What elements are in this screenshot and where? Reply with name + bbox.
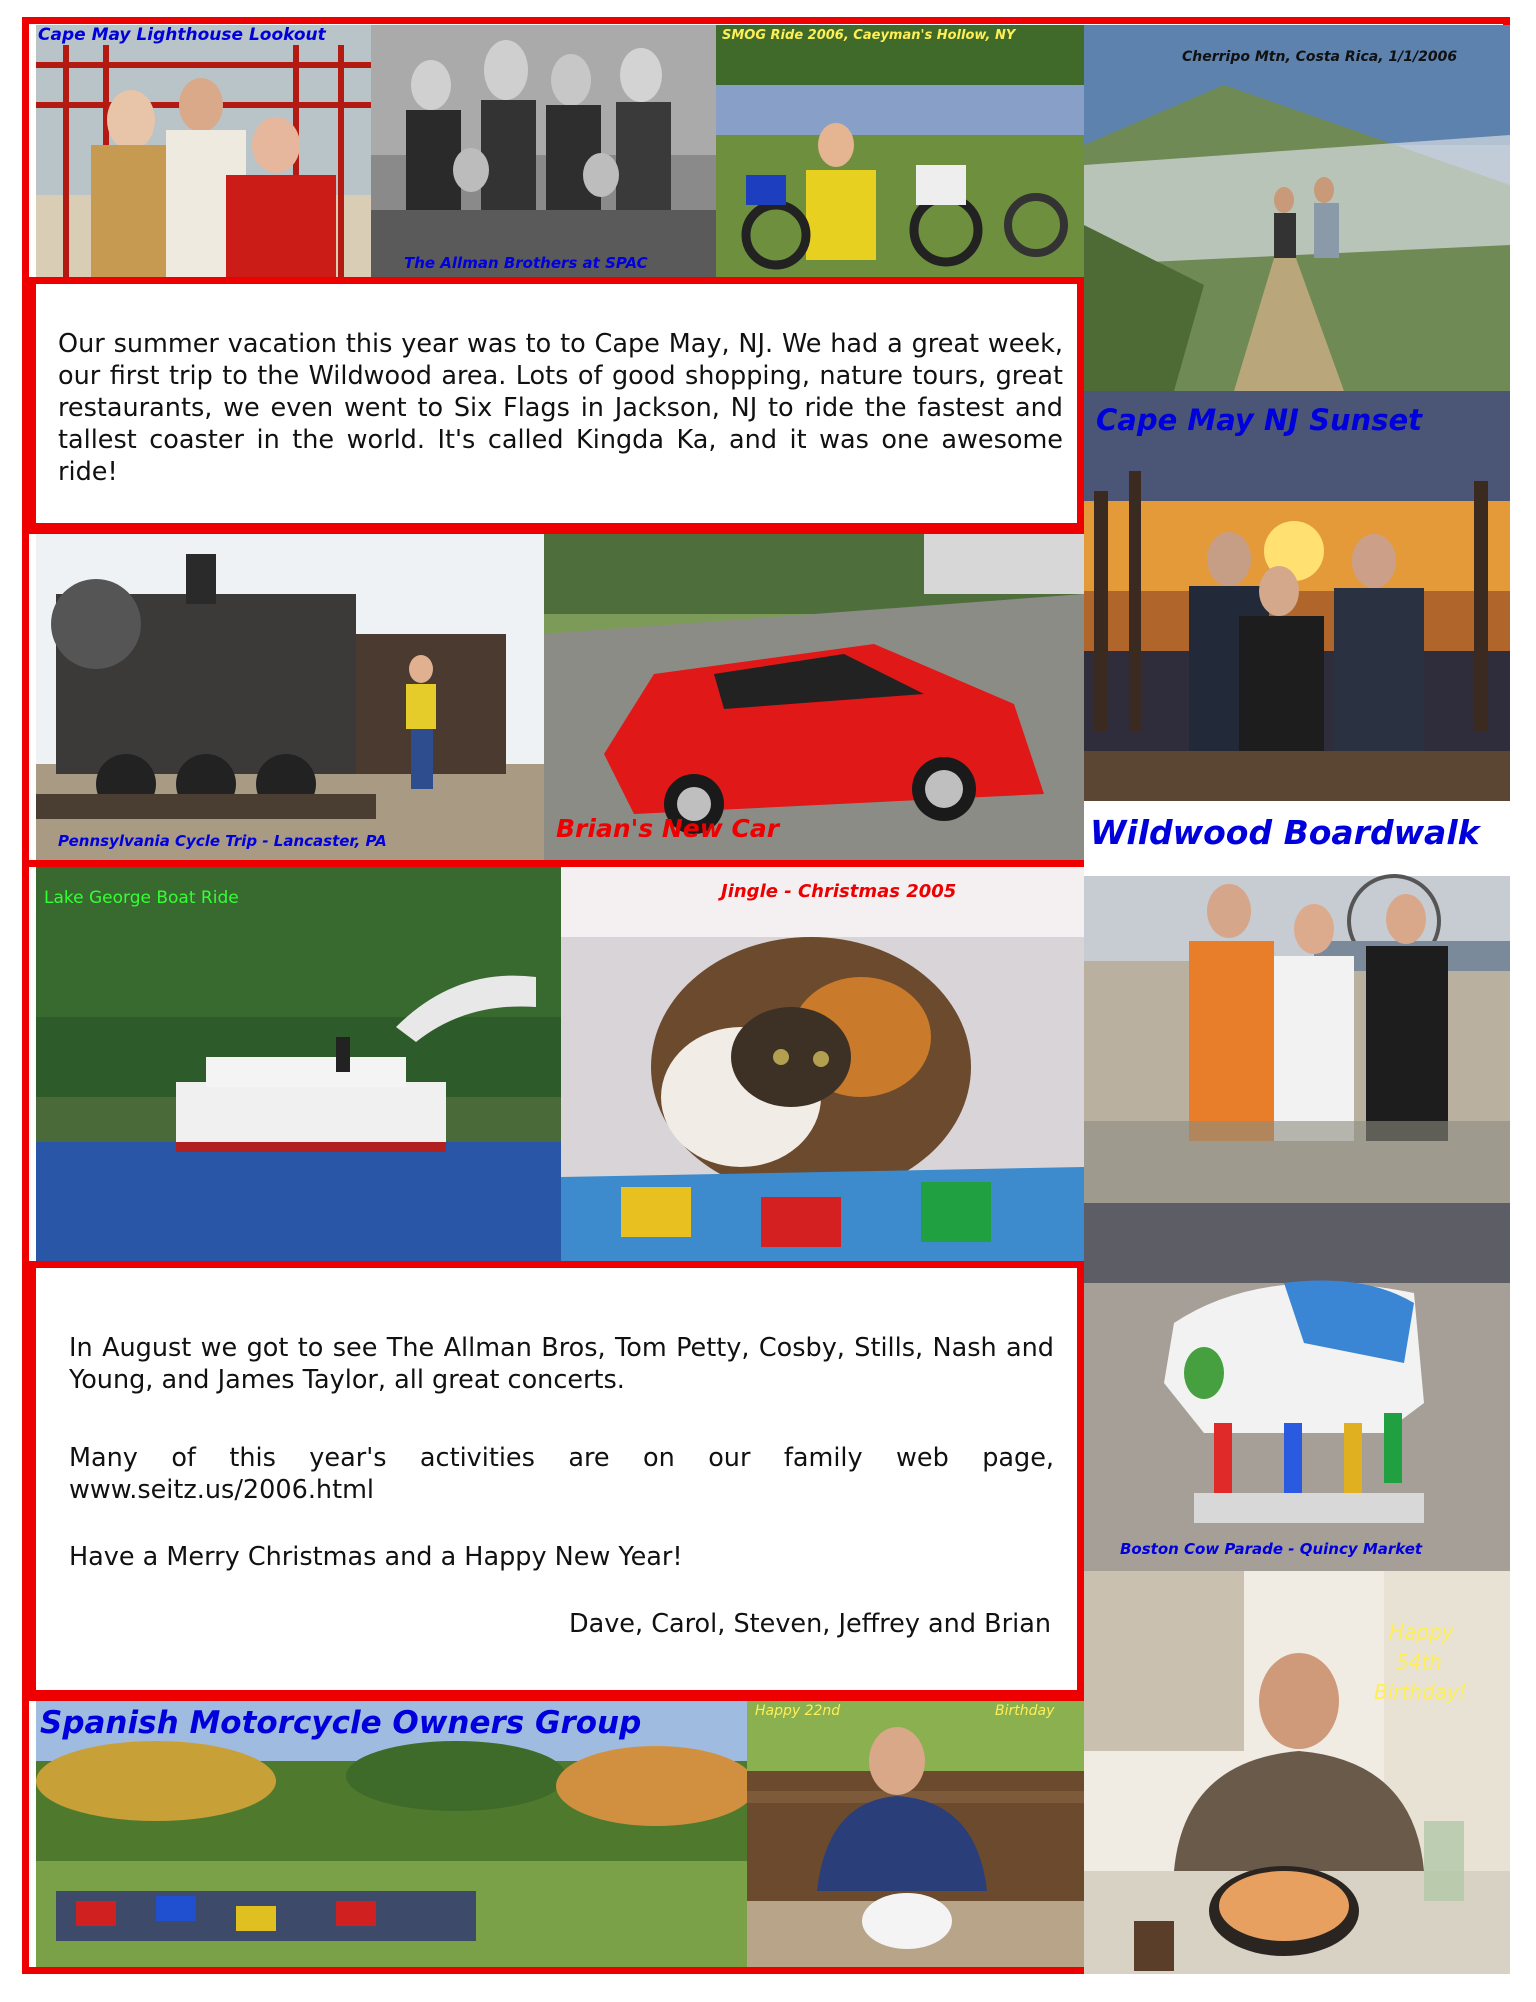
photo-lighthouse <box>36 25 371 277</box>
letter-paragraph-3: Have a Merry Christmas and a Happy New Year! <box>69 1542 683 1572</box>
photo-sunset <box>1084 391 1510 801</box>
photo-smog-ride <box>716 25 1084 277</box>
birthday54-caption-2: 54th <box>1396 1650 1442 1674</box>
photo-costa-rica <box>1084 25 1510 391</box>
divider <box>29 860 1084 867</box>
photo-cow <box>1084 1203 1510 1571</box>
summer-paragraph: Our summer vacation this year was to to Cape May, NJ. We had a great week, our first trip to the Wildwood area. Lots of good shopping, nature tours, great restaurants, we even went to Six Flags in Jackson, NJ to ride the fastest and tallest coaster in the world. It's called Kingda Ka, and it was one awesome ride! <box>58 329 1063 487</box>
birthday54-caption-3: Birthday! <box>1374 1680 1467 1704</box>
lighthouse-caption: Cape May Lighthouse Lookout <box>38 25 326 45</box>
boat-caption: Lake George Boat Ride <box>44 888 239 908</box>
photo-train <box>36 534 544 860</box>
photo-boardwalk <box>1084 801 1510 1203</box>
letter-paragraph-1: In August we got to see The Allman Bros, Tom Petty, Cosby, Stills, Nash and Young, and James Taylor, all great concerts. <box>69 1333 1054 1395</box>
birthday22-caption-right: Birthday <box>995 1703 1055 1719</box>
train-caption: Pennsylvania Cycle Trip - Lancaster, PA <box>58 832 387 850</box>
allman-caption: The Allman Brothers at SPAC <box>404 254 648 272</box>
photo-cat <box>561 867 1084 1261</box>
boardwalk-caption: Wildwood Boardwalk <box>1090 813 1480 852</box>
motorcycle-group-caption: Spanish Motorcycle Owners Group <box>40 1705 642 1741</box>
birthday54-caption-1: Happy <box>1389 1620 1454 1644</box>
letter-paragraph-2: Many of this year's activities are on our family web page, www.seitz.us/2006.html <box>69 1443 1054 1505</box>
photo-boat <box>36 867 561 1261</box>
cat-caption: Jingle - Christmas 2005 <box>721 881 957 902</box>
photo-birthday-54 <box>1084 1571 1510 1974</box>
smog-caption: SMOG Ride 2006, Caeyman's Hollow, NY <box>722 28 1016 43</box>
photo-motorcycle-group <box>36 1701 747 1967</box>
car-caption: Brian's New Car <box>556 814 780 843</box>
photo-allman-brothers <box>371 25 716 277</box>
sunset-caption: Cape May NJ Sunset <box>1096 403 1423 437</box>
photo-car <box>544 534 1084 860</box>
costa-rica-caption: Cherripo Mtn, Costa Rica, 1/1/2006 <box>1182 49 1458 65</box>
birthday22-caption-left: Happy 22nd <box>755 1703 841 1719</box>
letter-box <box>29 1261 1084 1697</box>
summer-text-box <box>29 277 1084 530</box>
photo-birthday-22 <box>747 1701 1084 1967</box>
cow-caption: Boston Cow Parade - Quincy Market <box>1120 1540 1423 1558</box>
signature: Dave, Carol, Steven, Jeffrey and Brian <box>568 1609 1051 1639</box>
